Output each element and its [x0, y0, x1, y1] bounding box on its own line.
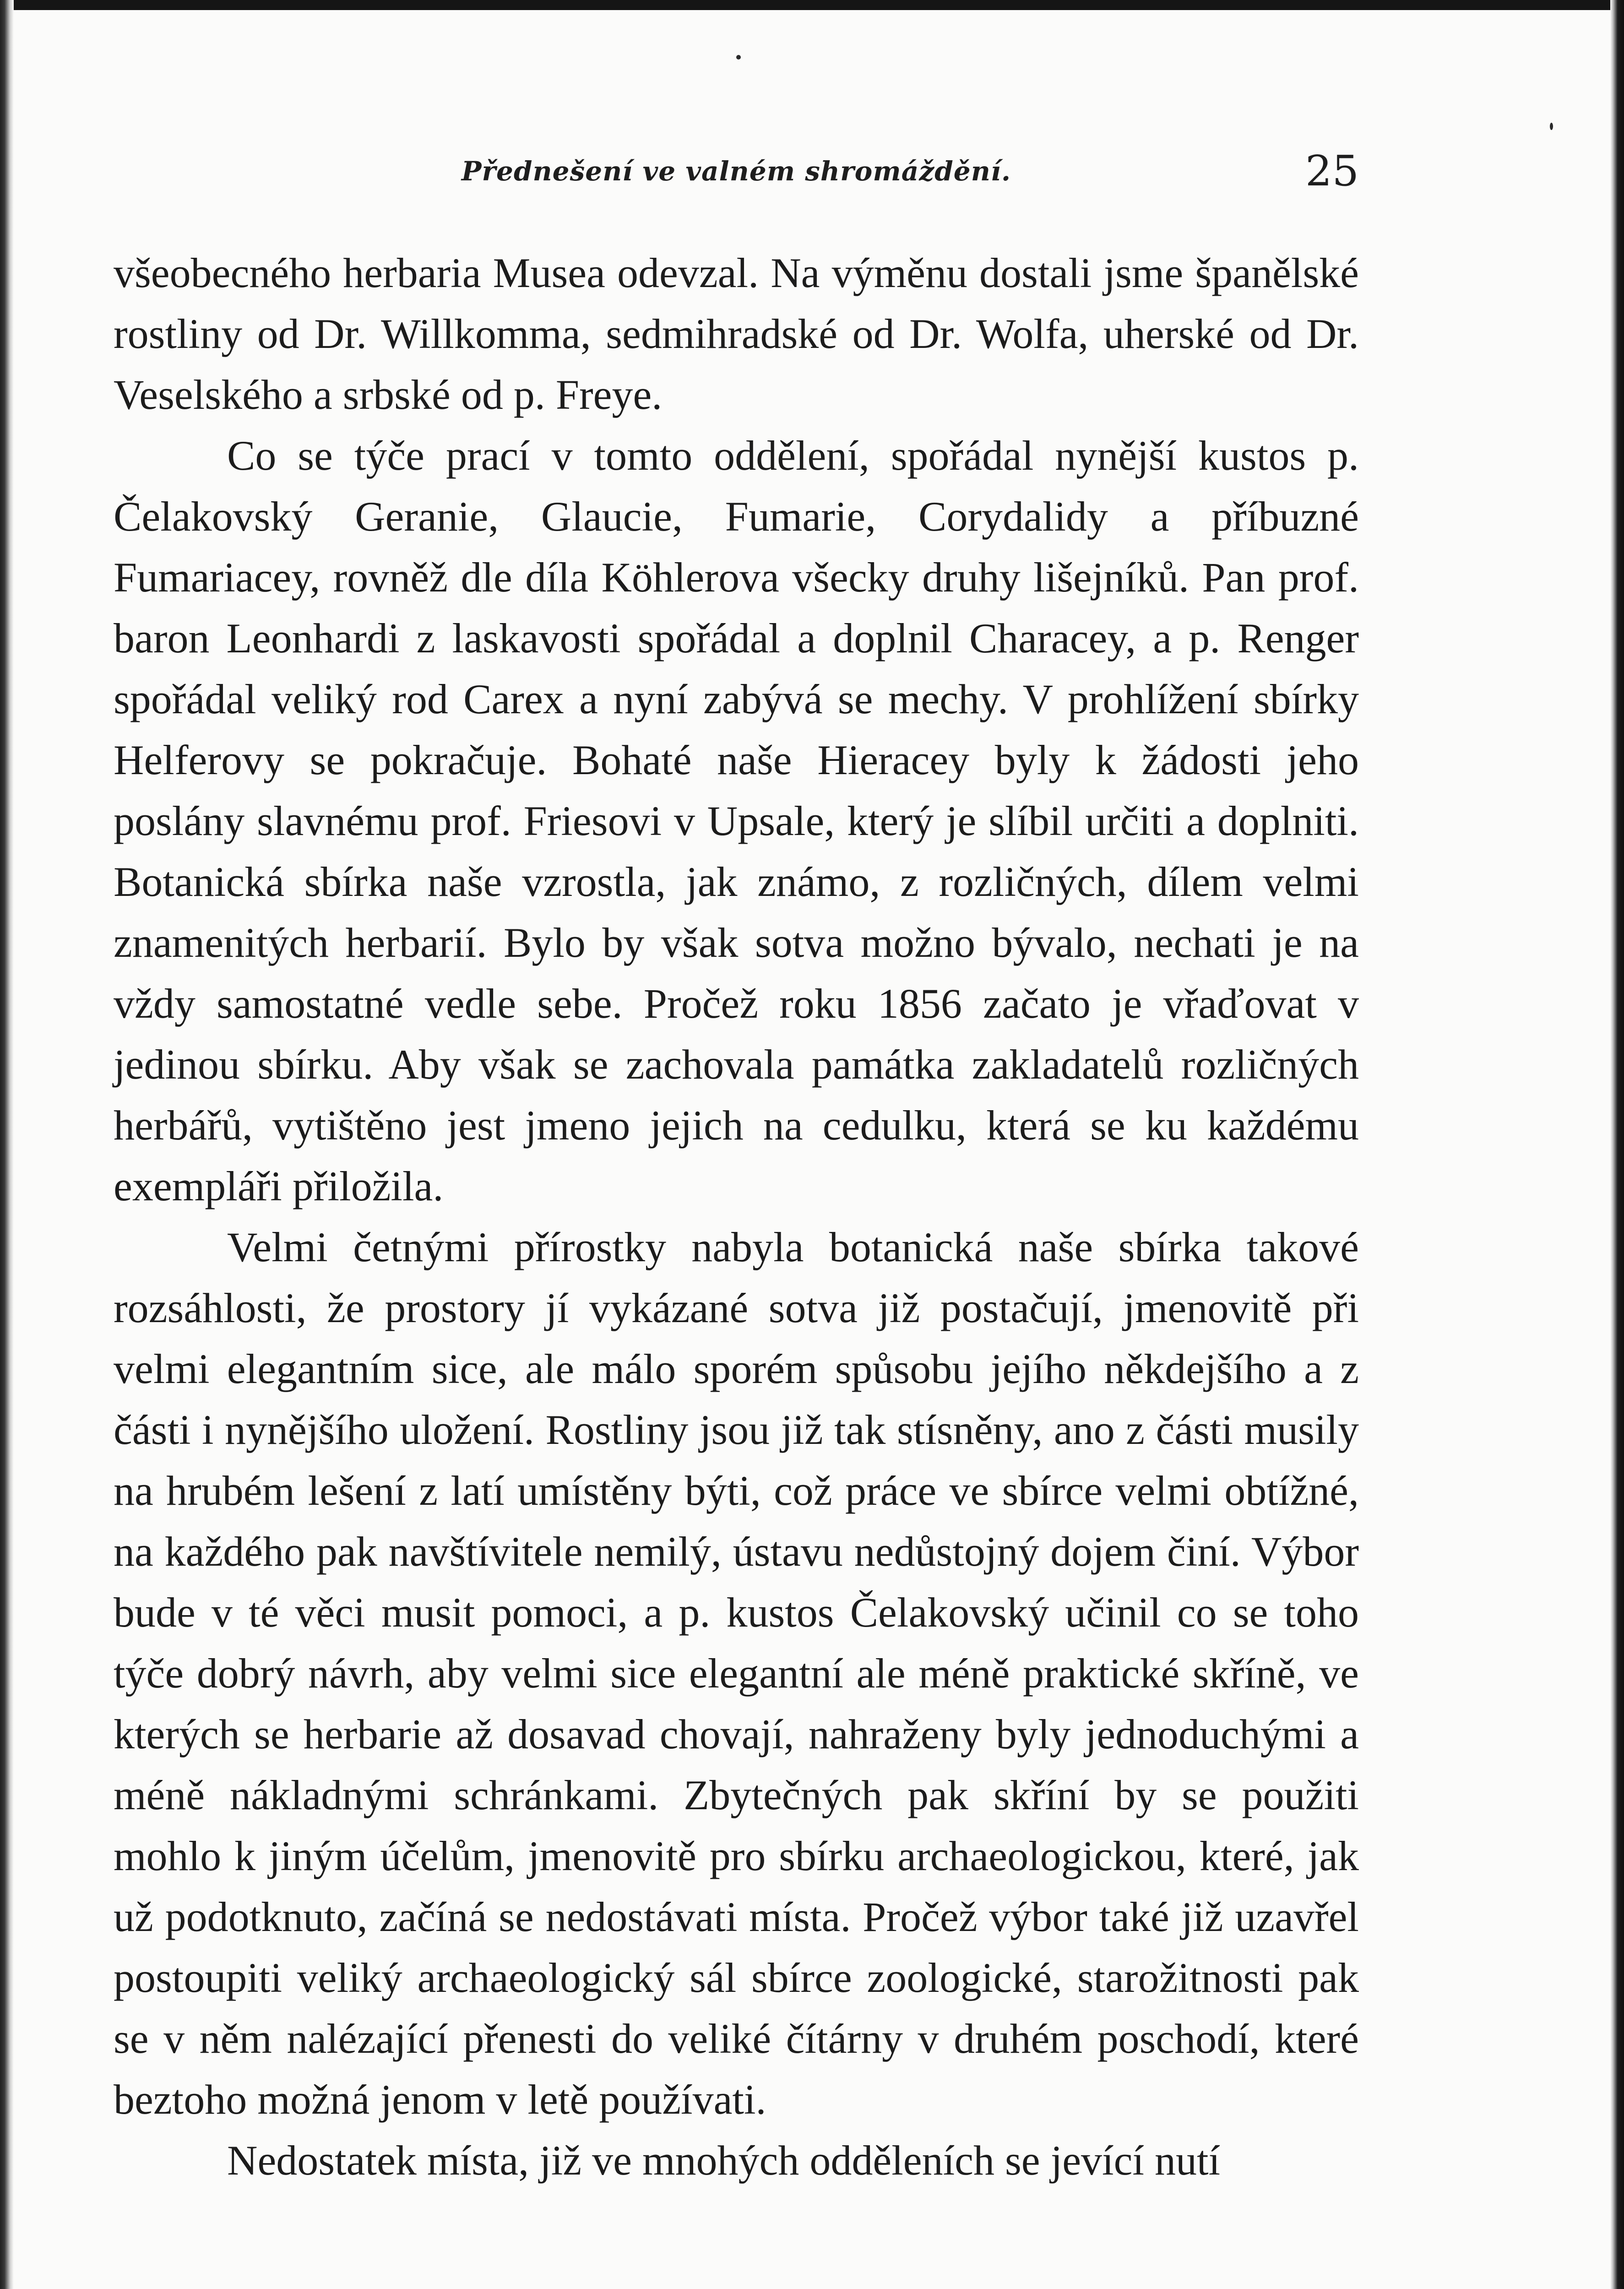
- running-title: Přednešení ve valném shromáždění.: [461, 156, 1011, 187]
- paragraph-2: Co se týče prací v tomto oddělení, spořádal nynější kustos p. Čelakovský Geranie, Glaucie, Fumarie, Corydalidy a příbuzné Fumariacey, rovněž dle díla Köhlerova všecky druhy lišejníků. Pan prof. baron Leonhardi z laskavosti spořádal a doplnil Characey, a p. Renger spořádal veliký rod Carex a nyní zabývá se mechy. V prohlížení sbírky Helferovy se pokračuje. Bohaté naše Hieracey byly k žádosti jeho poslány slavnému prof. Friesovi v Upsale, který je slíbil určiti a doplniti. Botanická sbírka naše vzrostla, jak známo, z rozličných, dílem velmi znamenitých herbarií. Bylo by však sotva možno bývalo, nechati je na vždy samostatné vedle sebe. Pročež roku 1856 začato je vřaďovat v jedinou sbírku. Aby však se zachovala památka zakladatelů rozličných herbářů, vytištěno jest jmeno jejich na cedulku, která se ku každému exempláři přiložila.: [114, 432, 1359, 1210]
- ink-speck: [736, 55, 741, 60]
- ink-speck: [1550, 123, 1553, 130]
- paragraph-3: Velmi četnými přírostky nabyla botanická naše sbírka takové rozsáhlosti, že prostory jí vykázané sotva již postačují, jmenovitě při velmi elegantním sice, ale málo sporém spůsobu jejího někdejšího a z části i nynějšího uložení. Rostliny jsou již tak stísněny, ano z části musily na hrubém lešení z latí umístěny býti, což práce ve sbírce velmi obtížné, na každého pak navštívitele nemilý, ústavu nedůstojný dojem činí. Výbor bude v té věci musit pomoci, a p. kustos Čelakovský učinil co se toho týče dobrý návrh, aby velmi sice elegantní ale méně praktické skříně, ve kterých se herbarie až dosavad chovají, nahraženy byly jednoduchými a méně nákladnými schránkami. Zbytečných pak skříní by se použiti mohlo k jiným účelům, jmenovitě pro sbírku archaeologickou, které, jak už podotknuto, začíná se nedostávati místa. Pročež výbor také již uzavřel postoupiti veliký archaeologický sál sbírce zoologické, starožitnosti pak se v něm nalézající přenesti do veliké čítárny v druhém poschodí, které beztoho možná jenom v letě používati.: [114, 1224, 1359, 2123]
- scan-top-border: [0, 0, 1624, 10]
- scan-left-border: [0, 0, 14, 2289]
- paragraph-1: všeobecného herbaria Musea odevzal. Na výměnu dostali jsme španělské rostliny od Dr. Willkomma, sedmihradské od Dr. Wolfa, uherské od Dr. Veselského a srbské od p. Freye.: [114, 250, 1359, 418]
- page-header: [114, 146, 1359, 201]
- paragraph-4: Nedostatek místa, již ve mnohých odděleních se jevící nutí: [227, 2137, 1221, 2184]
- body-text: [114, 243, 1359, 2191]
- scan-right-border: [1610, 0, 1624, 2289]
- page-number: 25: [1305, 146, 1359, 195]
